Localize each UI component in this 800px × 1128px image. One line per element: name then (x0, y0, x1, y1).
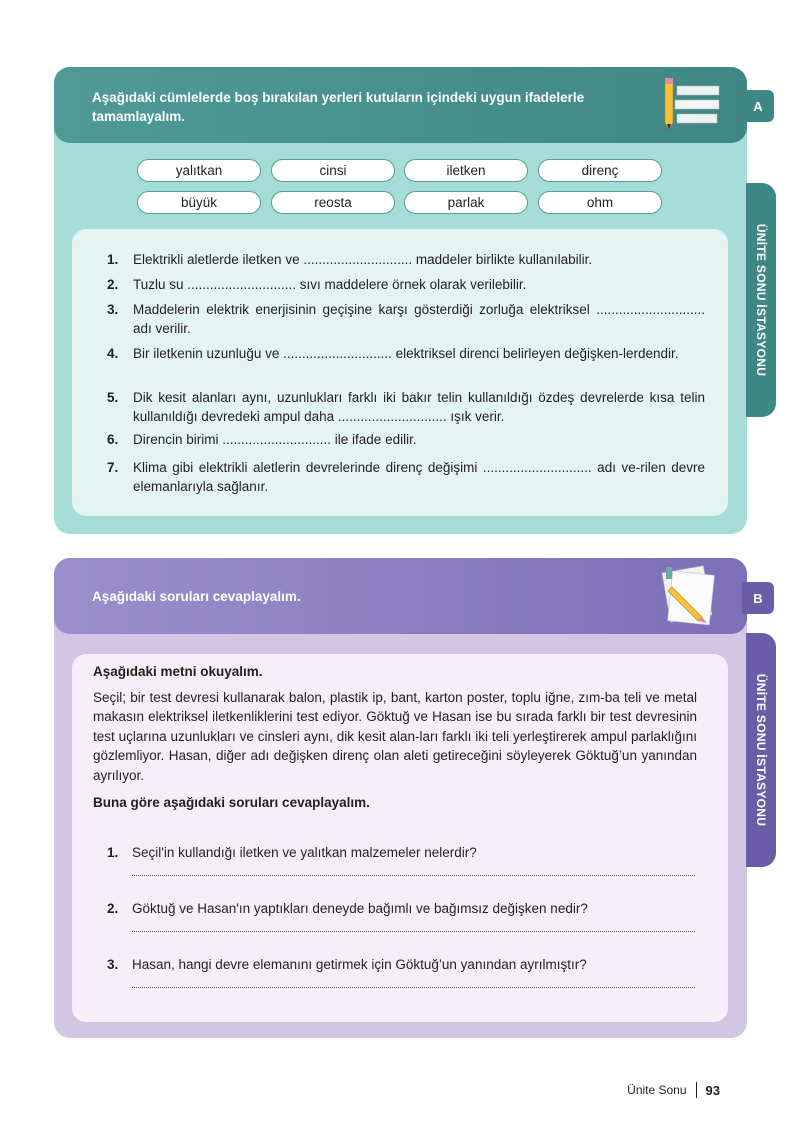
question-number: 1. (107, 252, 119, 267)
questions-heading: Buna göre aşağıdaki soruları cevaplayalım. (93, 795, 370, 810)
question-number: 2. (107, 277, 119, 292)
question-text: Dik kesit alanları aynı, uzunlukları farklı iki bakır telin kullanıldığı özdeş devrelerde kısa telin kullanıldığı devredeki ampul daha ............................. ışık verir. (133, 390, 705, 424)
section-b-side-label (746, 633, 776, 867)
section-b-side-text: ÜNİTE SONU İSTASYONU (754, 673, 768, 827)
page-footer (627, 1082, 720, 1098)
reading-paragraph: Seçil; bir test devresi kullanarak balon, plastik ip, bant, karton poster, toplu iğne, zım-ba teli ve metal makasın elektriksel iletkenliklerini test ediyor. Göktuğ ve Hasan ise bu sırada farklı bir test devresinin test uçlarına uzunlukları ve cinsleri aynı, dik kesit alan-ları farklı iki teli yerleştirerek ampul parlaklığını gözlemliyor. Hasan, diğer adı değişken direnç olan aleti getireceğini söyleyerek Göktuğ’un yanından ayrılıyor. (93, 690, 697, 783)
question-text: Direncin birimi ............................. ile ifade edilir. (133, 432, 417, 447)
word-bank-item: reosta (271, 191, 395, 214)
word-bank-item: büyük (137, 191, 261, 214)
section-a-title: Aşağıdaki cümlelerde boş bırakılan yerleri kutuların içindeki uygun ifadelerle tamamlayalım. (92, 90, 585, 124)
section-b-title: Aşağıdaki soruları cevaplayalım. (92, 589, 301, 604)
question-number: 3. (107, 302, 119, 317)
paper-pencil-icon (660, 563, 720, 627)
footer-section-label: Ünite Sonu (627, 1083, 687, 1097)
question-number: 7. (107, 460, 119, 475)
word-bank-item: cinsi (271, 159, 395, 182)
question-text: Elektrikli aletlerde iletken ve ............................. maddeler birlikte kullanılabilir. (133, 252, 593, 267)
word-bank-item: ohm (538, 191, 662, 214)
question-text: Klima gibi elektrikli aletlerin devrelerinde direnç değişimi ............................. adı ve-rilen devre elemanlarıyla sağlanır. (133, 460, 705, 494)
question-text: Hasan, hangi devre elemanını getirmek için Göktuğ’un yanından ayrılmıştır? (132, 957, 587, 972)
question-number: 6. (107, 432, 119, 447)
question-number: 2. (107, 901, 119, 916)
section-a-header (54, 67, 747, 143)
word-bank-item: direnç (538, 159, 662, 182)
section-a-side-text: ÜNİTE SONU İSTASYONU (754, 223, 768, 377)
question-text: Maddelerin elektrik enerjisinin geçişine karşı gösterdiği zorluğa elektriksel ............................. adı verilir. (133, 302, 705, 336)
section-a-tab: A (742, 90, 774, 122)
question-text: Göktuğ ve Hasan'ın yaptıkları deneyde bağımlı ve bağımsız değişken nedir? (132, 901, 588, 916)
answer-line[interactable] (132, 866, 695, 876)
reading-heading: Aşağıdaki metni okuyalım. (93, 664, 263, 679)
page-number: 93 (705, 1082, 720, 1098)
question-number: 1. (107, 845, 119, 860)
question-text: Seçil'in kullandığı iletken ve yalıtkan malzemeler nelerdir? (132, 845, 477, 860)
word-bank-item: iletken (404, 159, 528, 182)
word-bank-item: parlak (404, 191, 528, 214)
question-number: 4. (107, 346, 119, 361)
pencil-notes-icon (657, 76, 721, 136)
footer-divider (696, 1082, 697, 1098)
section-a-side-label (746, 183, 776, 417)
section-b-tab: B (742, 582, 774, 614)
section-b-header (54, 558, 747, 634)
answer-line[interactable] (132, 978, 695, 988)
question-number: 5. (107, 390, 119, 405)
question-number: 3. (107, 957, 119, 972)
word-bank-item: yalıtkan (137, 159, 261, 182)
question-text: Tuzlu su ............................. sıvı maddelere örnek olarak verilebilir. (133, 277, 527, 292)
question-text: Bir iletkenin uzunluğu ve ............................. elektriksel direnci belirleyen değişken-lerdendir. (133, 346, 679, 361)
answer-line[interactable] (132, 922, 695, 932)
